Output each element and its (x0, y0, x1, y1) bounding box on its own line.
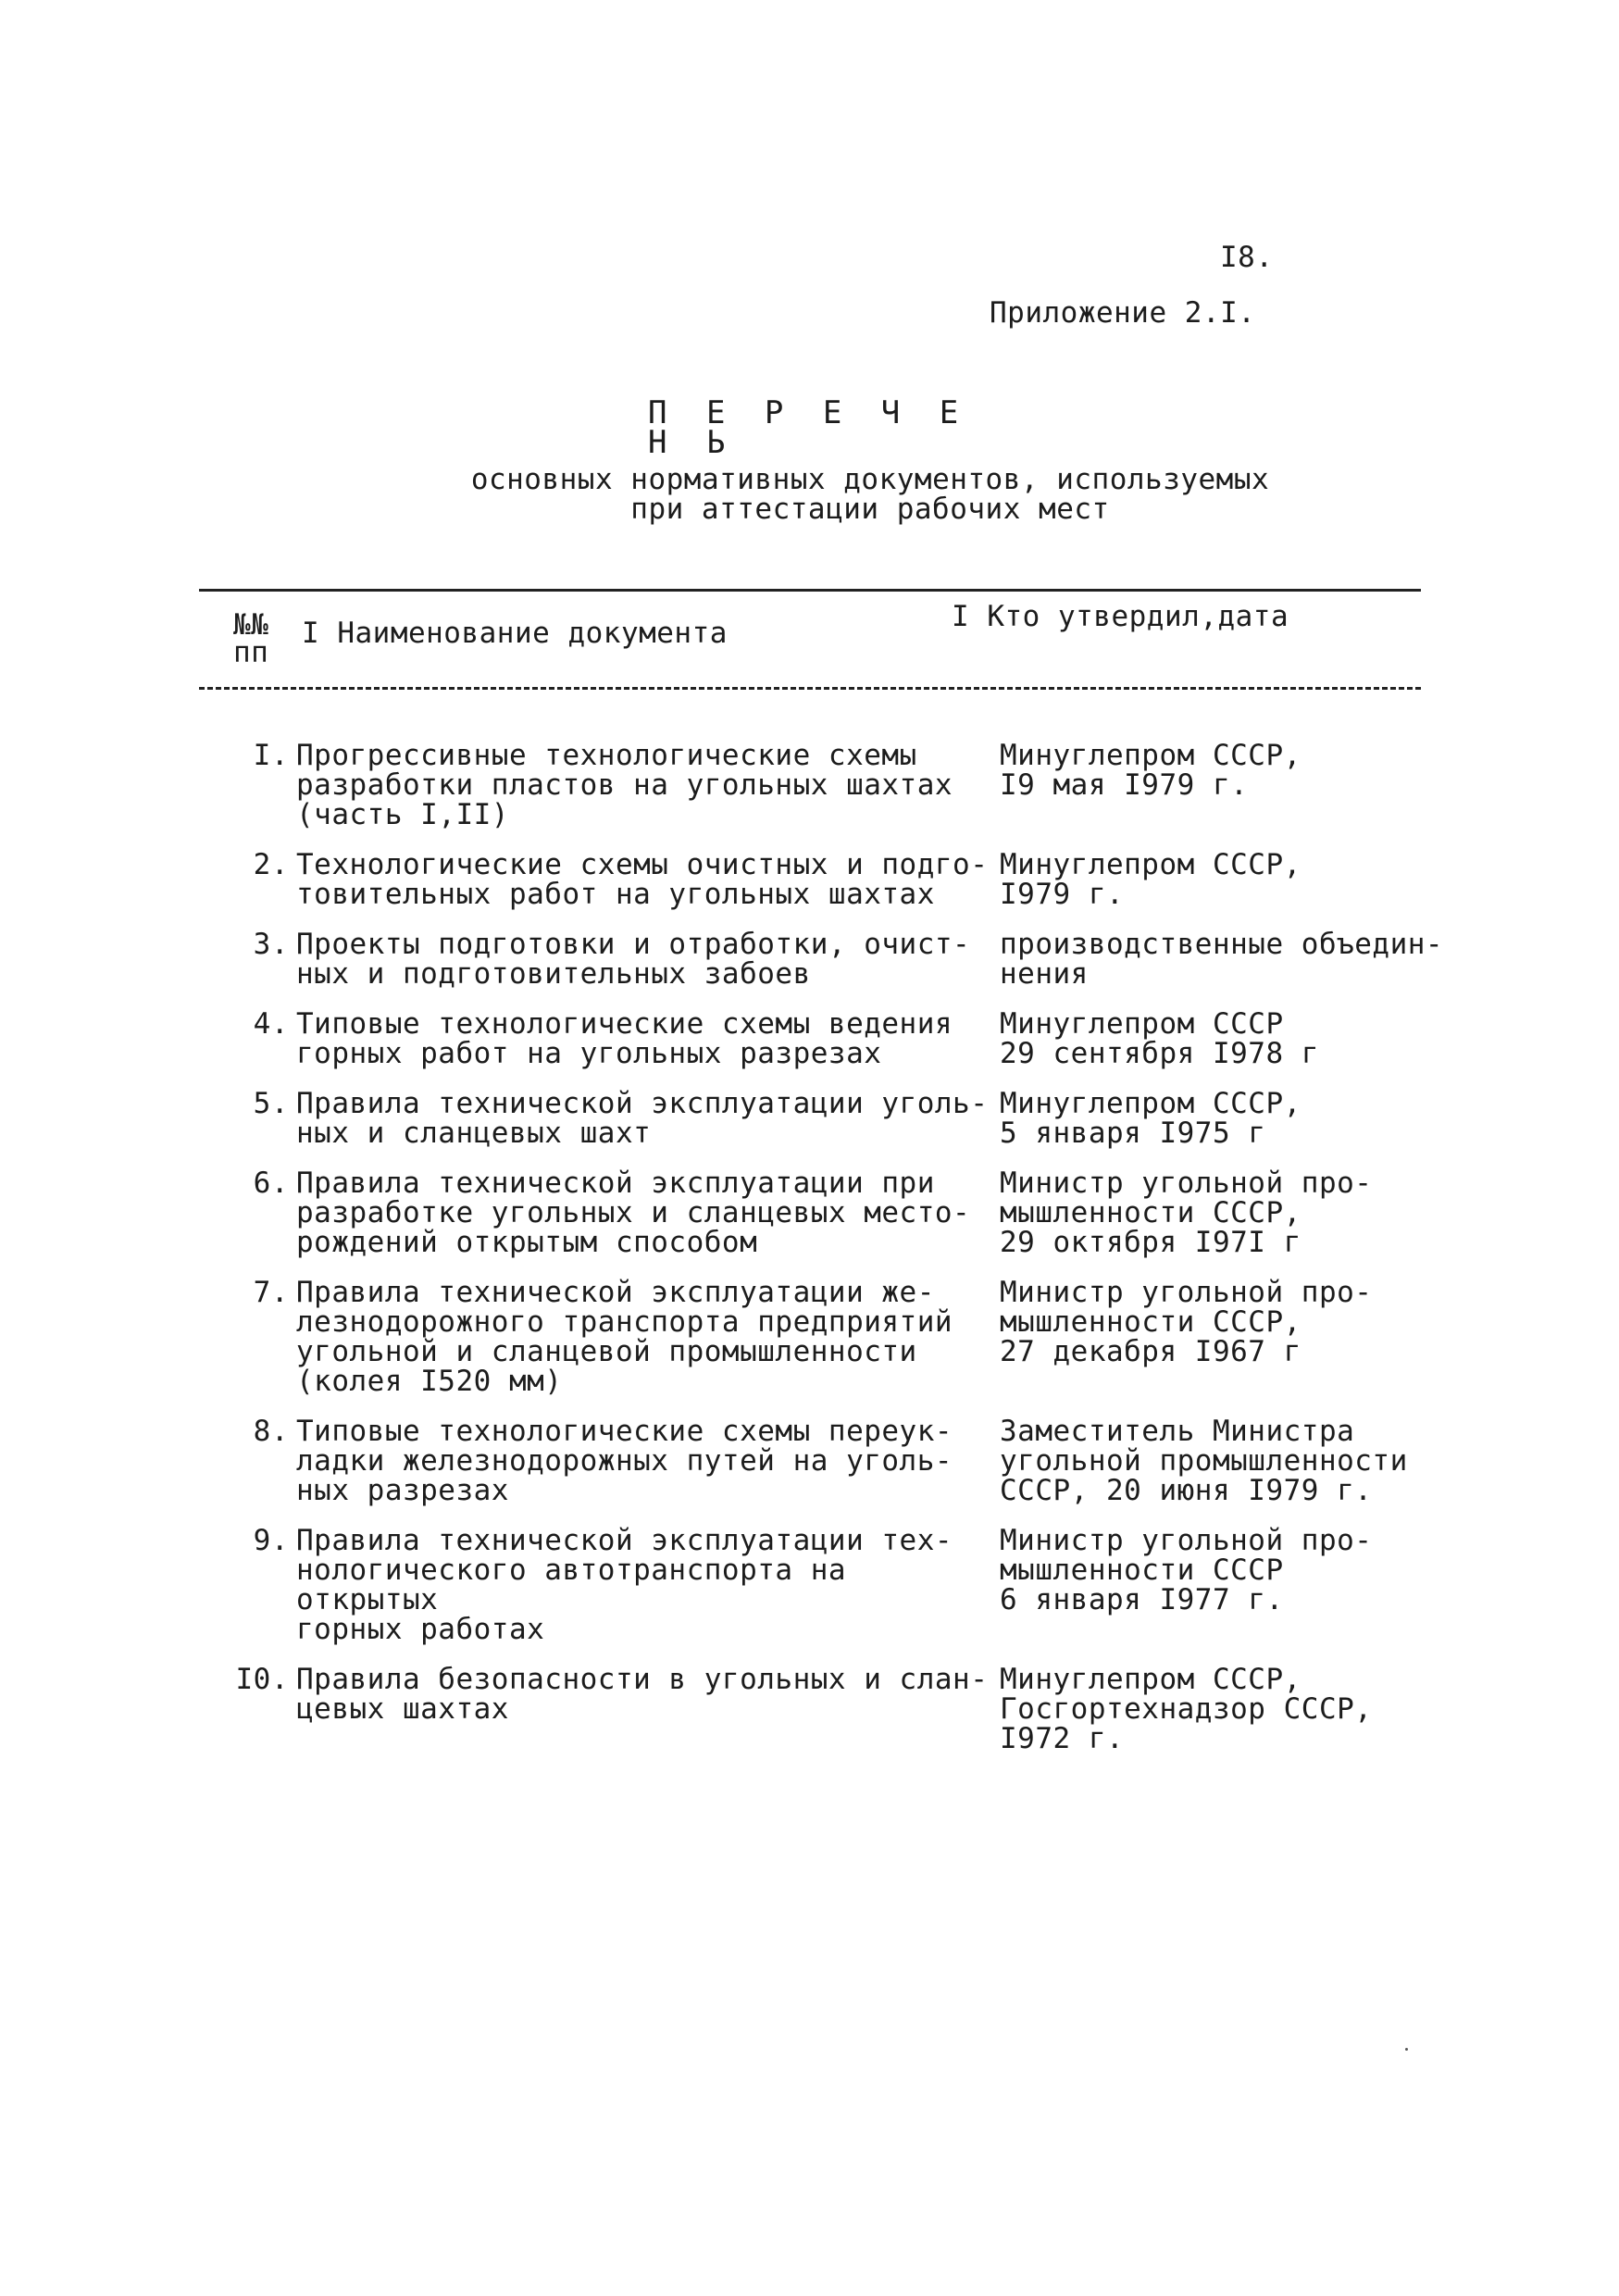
item-name: Правила технической эксплуатации же- лезнодорожного транспорта предприятий угольной и сланцевой промышленности (колея I520 мм) (296, 1276, 953, 1398)
item-name: Правила безопасности в угольных и слан- цевых шахтах (296, 1663, 989, 1726)
list-item (0, 1009, 1619, 1068)
item-name: Прогрессивные технологические схемы разработки пластов на угольных шахтах (часть I,II) (296, 739, 953, 831)
page-number: I8. (1220, 241, 1274, 274)
list-item (0, 1089, 1619, 1148)
item-approved: Минуглепром СССР, I979 г. (1000, 848, 1301, 911)
list-item (0, 1278, 1619, 1396)
item-number: I0. (235, 1663, 289, 1696)
item-number: 3. (253, 928, 289, 961)
item-approved: Минуглепром СССР, I9 мая I979 г. (1000, 739, 1301, 802)
list-item (0, 1665, 1619, 1753)
item-approved: производственные объедин- нения (1000, 928, 1444, 991)
item-approved: Минуглепром СССР 29 сентября I978 г (1000, 1007, 1319, 1070)
header-approved-by: I Кто утвердил,дата (952, 600, 1289, 633)
document-subtitle: основных нормативных документов, используемых при аттестации рабочих мест (470, 463, 1270, 526)
item-approved: Министр угольной про- мышленности СССР, 29 октября I97I г (1000, 1167, 1373, 1259)
document-title: П Е Р Е Ч Е Н Ь (648, 394, 969, 461)
appendix-label: Приложение 2.I. (990, 296, 1256, 330)
item-number: 8. (253, 1415, 289, 1448)
header-document-name: I Наименование документа (302, 617, 728, 650)
item-approved: Минуглепром СССР, 5 января I975 г (1000, 1087, 1301, 1150)
item-number: 4. (253, 1007, 289, 1041)
item-name: Технологические схемы очистных и подго- товительных работ на угольных шахтах (296, 848, 989, 911)
item-number: 2. (253, 848, 289, 881)
item-name: Типовые технологические схемы ведения горных работ на угольных разрезах (296, 1007, 953, 1070)
item-name: Правила технической эксплуатации тех- нологического автотранспорта на открытых горных работах (296, 1524, 953, 1646)
item-number: 6. (253, 1167, 289, 1200)
item-name: Типовые технологические схемы переук- ладки железнодорожных путей на уголь- ных разрезах (296, 1415, 953, 1507)
item-approved: Заместитель Министра угольной промышленности СССР, 20 июня I979 г. (1000, 1415, 1408, 1507)
document-list (0, 741, 1619, 1774)
list-item (0, 741, 1619, 830)
list-item (0, 1416, 1619, 1505)
item-number: 7. (253, 1276, 289, 1309)
item-name: Проекты подготовки и отработки, очист- ных и подготовительных забоев (296, 928, 971, 991)
item-approved: Минуглепром СССР, Госгортехнадзор СССР, I972 г. (1000, 1663, 1373, 1755)
item-number: 5. (253, 1087, 289, 1120)
list-item (0, 930, 1619, 989)
item-approved: Министр угольной про- мышленности СССР 6 января I977 г. (1000, 1524, 1373, 1616)
list-item (0, 1526, 1619, 1644)
item-name: Правила технической эксплуатации при разработке угольных и сланцевых место- рождений открытым способом (296, 1167, 971, 1259)
scan-speck (1405, 2048, 1408, 2051)
item-number: I. (253, 739, 289, 772)
list-item (0, 1168, 1619, 1257)
table-top-rule (199, 589, 1421, 592)
item-approved: Министр угольной про- мышленности СССР, 27 декабря I967 г (1000, 1276, 1373, 1368)
list-item (0, 850, 1619, 909)
table-header-rule (199, 687, 1421, 690)
header-number: №№ пп (233, 608, 269, 669)
item-name: Правила технической эксплуатации уголь- ных и сланцевых шахт (296, 1087, 989, 1150)
item-number: 9. (253, 1524, 289, 1557)
